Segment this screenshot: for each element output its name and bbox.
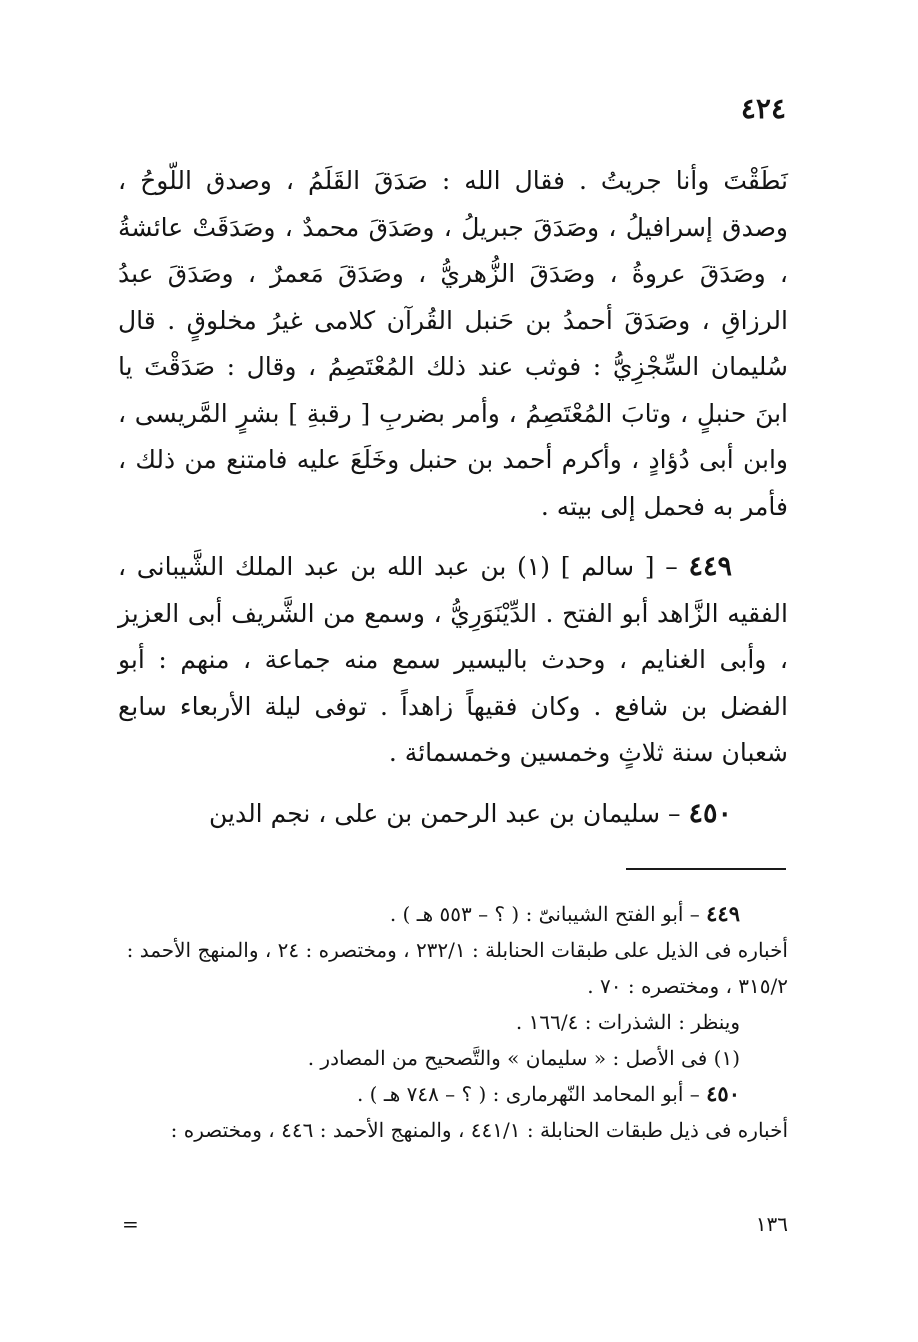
footnote-450-sources: أخباره فى ذيل طبقات الحنابلة : ٤٤١/١ ، والمنهج الأحمد : ٤٤٦ ، ومختصره : (170, 1118, 788, 1142)
page-number: ٤٢٤ (740, 92, 786, 125)
page-footer (118, 1206, 788, 1242)
footnote-450-number: ٤٥٠ (706, 1081, 740, 1106)
footnote-449-title (118, 896, 788, 932)
footnote-450-title (118, 1076, 788, 1112)
entry-449-number: ٤٤٩ (688, 551, 732, 582)
footnote-449-see-also: وينظر : الشذرات : ١٦٦/٤ . (515, 1010, 740, 1034)
footnote-449-sources: أخباره فى الذيل على طبقات الحنابلة : ٢٣٢/١ ، ومختصره : ٢٤ ، والمنهج الأحمد : ٣١٥/٢ ، ومختصره : ٧٠ . (126, 938, 788, 998)
entry-449 (118, 544, 788, 777)
footnote-449-title-text: – أبو الفتح الشيبانىّ : ( ؟ – ٥٥٣ هـ ) . (389, 902, 707, 926)
footnote-449-number: ٤٤٩ (706, 901, 740, 926)
footnote-note-1: (١) فى الأصل : « سليمان » والتَّصحيح من المصادر . (307, 1046, 740, 1070)
footnote-450-title-text: – أبو المحامد النّهرمارى : ( ؟ – ٧٤٨ هـ ) . (356, 1082, 707, 1106)
entry-450 (118, 791, 788, 838)
main-text-body (118, 158, 788, 851)
entry-449-text: – [ سالم ] (١) بن عبد الله بن عبد الملك الشَّيبانى ، الفقيه الزَّاهد أبو الفتح . الدِّيْنَوَرِيُّ ، وسمع من الشَّريف أبى العزيز ، وأبى الغنايم ، وحدث باليسير سمع منه جماعة ، منهم : أبو الفضل بن شافع . وكان فقيهاً زاهداً . توفى ليلة الأربعاء سابع شعبان سنة ثلاثٍ وخمسين وخمسمائة . (118, 552, 788, 767)
entry-450-number: ٤٥٠ (688, 797, 732, 829)
continuation-mark: = (122, 1212, 139, 1236)
sheet-number: ١٣٦ (755, 1212, 788, 1236)
footnote-separator (626, 868, 786, 870)
entry-450-text: – سليمان بن عبد الرحمن بن على ، نجم الدين (208, 798, 689, 828)
paragraph-1: نَطَقْتَ وأنا جريتُ . فقال الله : صَدَقَ القَلَمُ ، وصدق اللّوحُ ، وصدق إسرافيلُ ، وصَدَقَ جبريلُ ، وصَدَقَ محمدٌ ، وصَدَقَتْ عائشةُ ، وصَدَقَ عروةُ ، وصَدَقَ الزُّهريُّ ، وصَدَقَ مَعمرٌ ، وصَدَقَ عبدُ الرزاقِ ، وصَدَقَ أحمدُ بن حَنبل القُرآن كلامى غيرُ مخلوقٍ . قال سُليمان السِّجْزِيُّ : فوثب عند ذلك المُعْتَصِمُ ، وقال : صَدَقْتَ يا ابنَ حنبلٍ ، وتابَ المُعْتَصِمُ ، وأمر بضربِ [ رقبةِ ] بشرٍ المَّريسى ، وابن أبى دُؤادٍ ، وأكرم أحمد بن حنبل وخَلَعَ عليه فامتنع من ذلك ، فأمر به فحمل إلى بيته . (118, 166, 788, 521)
footnotes (118, 896, 788, 1148)
